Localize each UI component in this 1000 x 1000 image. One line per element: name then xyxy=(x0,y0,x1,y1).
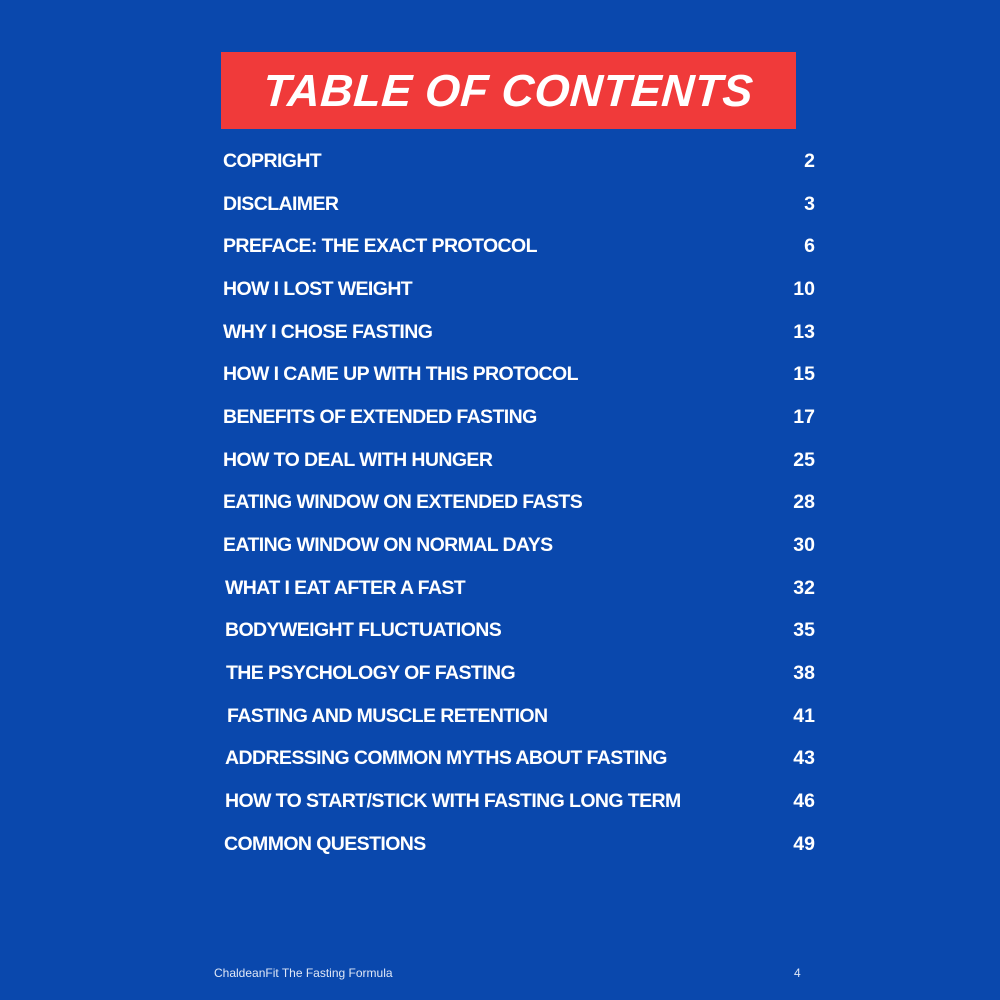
toc-entry-title: THE PSYCHOLOGY OF FASTING xyxy=(226,662,516,685)
toc-entry[interactable] xyxy=(223,780,815,823)
toc-entry[interactable] xyxy=(223,738,815,781)
toc-entry-title: FASTING AND MUSCLE RETENTION xyxy=(227,704,548,727)
toc-entry[interactable] xyxy=(223,439,815,482)
toc-entry-page-number: 2 xyxy=(804,149,815,172)
toc-entry-title: BODYWEIGHT FLUCTUATIONS xyxy=(225,619,502,642)
toc-entry-page-number: 43 xyxy=(793,747,815,770)
page-title: TABLE OF CONTENTS xyxy=(261,64,756,116)
toc-entry-title: HOW TO START/STICK WITH FASTING LONG TERM xyxy=(225,790,681,813)
toc-entry-page-number: 30 xyxy=(793,534,815,557)
toc-entry-page-number: 13 xyxy=(793,320,815,343)
footer-page-number: 4 xyxy=(794,966,801,980)
toc-entry[interactable] xyxy=(223,225,815,268)
toc-entry-page-number: 38 xyxy=(793,662,815,685)
toc-entry[interactable] xyxy=(223,567,815,610)
toc-entry[interactable] xyxy=(223,396,815,439)
toc-entry-page-number: 25 xyxy=(793,448,815,471)
toc-entry[interactable] xyxy=(223,311,815,354)
toc-entry-page-number: 49 xyxy=(793,832,815,855)
toc-entry-title: COMMON QUESTIONS xyxy=(224,832,426,855)
toc-entry-title: HOW TO DEAL WITH HUNGER xyxy=(223,448,493,471)
toc-entry-title: DISCLAIMER xyxy=(223,192,339,215)
toc-entry[interactable] xyxy=(223,482,815,525)
toc-entry-page-number: 10 xyxy=(793,277,815,300)
table-of-contents xyxy=(223,140,815,866)
toc-entry-title: HOW I CAME UP WITH THIS PROTOCOL xyxy=(223,363,578,386)
toc-entry[interactable] xyxy=(223,140,815,183)
toc-entry-title: ADDRESSING COMMON MYTHS ABOUT FASTING xyxy=(225,747,667,770)
toc-entry-page-number: 32 xyxy=(793,576,815,599)
toc-entry-title: WHAT I EAT AFTER A FAST xyxy=(225,576,466,599)
title-banner xyxy=(221,52,796,129)
toc-entry-page-number: 28 xyxy=(793,491,815,514)
footer-book-title: ChaldeanFit The Fasting Formula xyxy=(214,966,393,980)
toc-entry[interactable] xyxy=(223,823,815,866)
toc-entry[interactable] xyxy=(223,524,815,567)
toc-entry-title: COPRIGHT xyxy=(223,149,322,172)
toc-entry-title: PREFACE: THE EXACT PROTOCOL xyxy=(223,235,537,258)
toc-entry-page-number: 6 xyxy=(804,235,815,258)
toc-entry-page-number: 35 xyxy=(793,619,815,642)
toc-entry[interactable] xyxy=(223,695,815,738)
toc-entry[interactable] xyxy=(223,652,815,695)
toc-entry[interactable] xyxy=(223,268,815,311)
toc-entry-title: WHY I CHOSE FASTING xyxy=(223,320,433,343)
toc-entry[interactable] xyxy=(223,353,815,396)
toc-entry-title: EATING WINDOW ON EXTENDED FASTS xyxy=(223,491,583,514)
toc-entry-title: BENEFITS OF EXTENDED FASTING xyxy=(223,405,537,428)
toc-entry[interactable] xyxy=(223,610,815,653)
toc-entry-page-number: 3 xyxy=(804,192,815,215)
toc-entry-title: HOW I LOST WEIGHT xyxy=(223,277,413,300)
toc-entry-page-number: 15 xyxy=(793,363,815,386)
toc-entry-title: EATING WINDOW ON NORMAL DAYS xyxy=(223,534,553,557)
toc-entry-page-number: 17 xyxy=(793,405,815,428)
toc-entry[interactable] xyxy=(223,183,815,226)
toc-entry-page-number: 41 xyxy=(793,704,815,727)
toc-entry-page-number: 46 xyxy=(793,790,815,813)
